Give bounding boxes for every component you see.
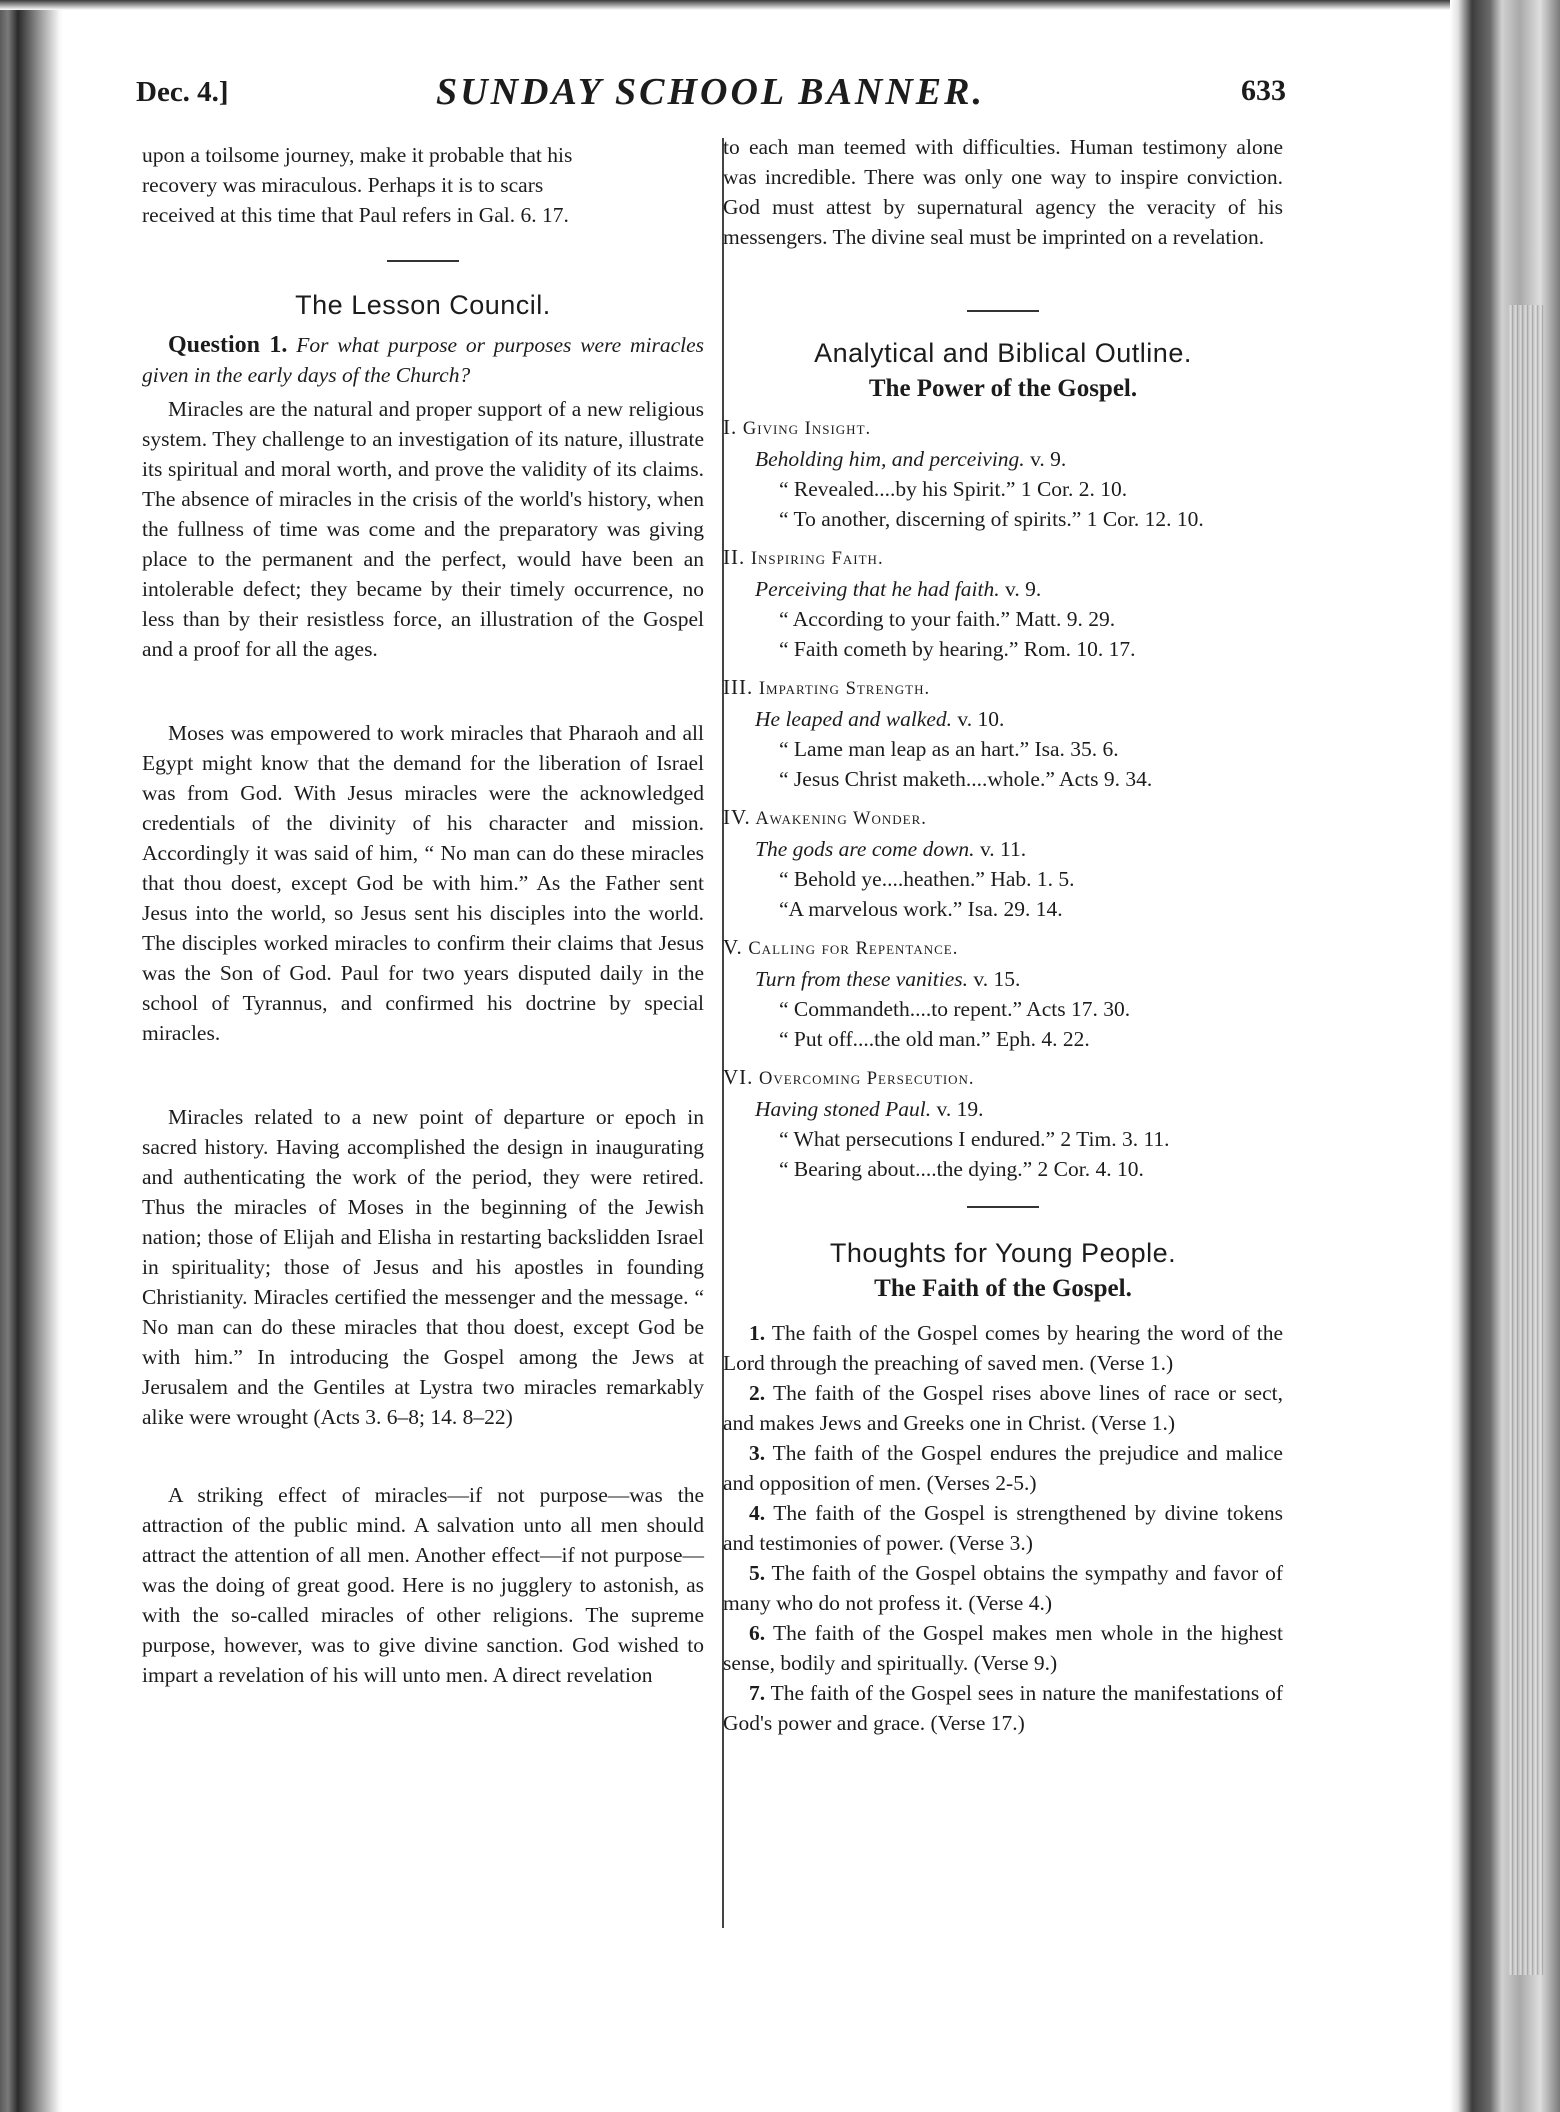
outline-item [723, 802, 1283, 924]
outline-quote: “ What persecutions I endured.” 2 Tim. 3. 11. [779, 1127, 1170, 1151]
thought-number: 6. [749, 1621, 766, 1645]
header-date: Dec. 4.] [136, 76, 229, 108]
outline-verse: v. 11. [979, 837, 1027, 861]
outline-quote: “ Faith cometh by hearing.” Rom. 10. 17. [779, 637, 1136, 661]
outline-phrase [723, 834, 1283, 864]
answer-paragraph: Moses was empowered to work miracles that Pharaoh and all Egypt might know that the demand for the liberation of Israel was from God. With Jesus miracles were the acknowledged credentials of the divinity of his character and mission. Accordingly it was said of him, “ No man can do these miracles that thou doest, except God be with him.” As the Father sent Jesus into the world, so Jesus sent his disciples into the world. The disciples worked miracles to confirm their claims that Jesus was the Son of God. Paul for two years disputed daily in the school of Tyrannus, and confirmed his doctrine by special miracles. [142, 721, 704, 1045]
thought-item [723, 1318, 1283, 1378]
thoughts-list [723, 1318, 1283, 1738]
left-column [142, 140, 704, 1690]
continuation-paragraph: to each man teemed with difficulties. Human testimony alone was incredible. There was only one way to inspire conviction. God must attest by supernatural agency the veracity of his messengers. The divine seal must be imprinted on a revelation. [723, 135, 1283, 249]
intro-line: received at this time that Paul refers in Gal. 6. 17. [142, 203, 569, 227]
outline-phrase [723, 574, 1283, 604]
outline-phrase [723, 964, 1283, 994]
thought-item [723, 1498, 1283, 1558]
outline-quote: “ Put off....the old man.” Eph. 4. 22. [779, 1027, 1090, 1051]
right-column [723, 132, 1283, 1738]
lesson-council-heading: The Lesson Council. [295, 290, 551, 320]
outline-quote: “ Lame man leap as an hart.” Isa. 35. 6. [779, 737, 1119, 761]
outline-phrase-text: Turn from these vanities. [755, 967, 969, 991]
outline-item-title [723, 802, 1283, 834]
outline-heading: Analytical and Biblical Outline. [814, 338, 1192, 368]
outline-numeral: II. [723, 545, 746, 569]
outline-phrase-text: Beholding him, and perceiving. [755, 447, 1025, 471]
outline-title-text: Awakening Wonder. [755, 809, 927, 829]
thought-text: The faith of the Gospel obtains the sympathy and favor of many who do not profess it. (Verse 4.) [723, 1561, 1283, 1615]
outline-phrase-text: The gods are come down. [755, 837, 975, 861]
thought-number: 3. [749, 1441, 766, 1465]
outline-numeral: IV. [723, 805, 751, 829]
thought-text: The faith of the Gospel comes by hearing the word of the Lord through the preaching of saved men. (Verse 1.) [723, 1321, 1283, 1375]
question-paragraph [142, 330, 704, 390]
outline-phrase-text: Having stoned Paul. [755, 1097, 932, 1121]
outline-verse: v. 9. [1004, 577, 1042, 601]
outline-list [723, 412, 1283, 1184]
answer-paragraph: Miracles related to a new point of departure or epoch in sacred history. Having accomplished the design in inaugurating and authenticating the work of the period, they were retired. Thus the miracles of Moses in the beginning of the Jewish nation; those of Elijah and Elisha in restarting backslidden Israel in spirituality; those of Jesus and his apostles in founding Christianity. Miracles certified the messenger and the message. “ No man can do these miracles that thou doest, except God be with him.” In introducing the Gospel among the Jews at Jerusalem and the Gentiles at Lystra two miracles remarkably alike were wrought (Acts 3. 6–8; 14. 8–22) [142, 1105, 704, 1429]
outline-quote: “ Jesus Christ maketh....whole.” Acts 9. 34. [779, 767, 1153, 791]
thought-item [723, 1678, 1283, 1738]
scan-binding-edge [0, 0, 62, 2112]
thoughts-heading: Thoughts for Young People. [829, 1238, 1177, 1268]
outline-item-title [723, 672, 1283, 704]
outline-verse: v. 10. [957, 707, 1005, 731]
outline-subheading: The Power of the Gospel. [868, 375, 1138, 402]
page-stack-strip [1508, 305, 1544, 1975]
question-text: For what purpose or purposes were miracles given in the early days of the Church? [142, 333, 705, 387]
intro-line: recovery was miraculous. Perhaps it is to scars [142, 173, 544, 197]
thought-number: 2. [749, 1381, 766, 1405]
outline-title-text: Imparting Strength. [758, 679, 931, 699]
scan-top-edge [0, 0, 1500, 10]
outline-quote: “ Behold ye....heathen.” Hab. 1. 5. [779, 867, 1075, 891]
answer-paragraph: Miracles are the natural and proper support of a new religious system. They challenge to an investigation of its nature, illustrate its spiritual and moral worth, and prove the validity of its claims. The absence of miracles in the crisis of the world's history, when the fullness of time was come and the preparatory was giving place to the permanent and the perfect, would have been an intolerable defect; they became by their timely occurrence, no less than by their resistless force, an illustration of the Gospel and a proof for all the ages. [142, 397, 704, 661]
outline-item [723, 932, 1283, 1054]
intro-line: upon a toilsome journey, make it probable that his [142, 143, 573, 167]
outline-item-title [723, 932, 1283, 964]
outline-phrase-text: Perceiving that he had faith. [755, 577, 1000, 601]
outline-quote: “ According to your faith.” Matt. 9. 29. [779, 607, 1116, 631]
thought-number: 7. [749, 1681, 766, 1705]
outline-title-text: Inspiring Faith. [750, 549, 884, 569]
outline-phrase [723, 444, 1283, 474]
outline-item-title [723, 1062, 1283, 1094]
thoughts-subheading: The Faith of the Gospel. [874, 1275, 1132, 1302]
page-number: 633 [1241, 74, 1286, 107]
outline-title-text: Giving Insight. [742, 419, 872, 439]
outline-verse: v. 9. [1030, 447, 1067, 471]
thought-text: The faith of the Gospel sees in nature the manifestations of God's power and grace. (Verse 17.) [723, 1681, 1283, 1735]
thought-item [723, 1438, 1283, 1498]
outline-item [723, 412, 1283, 534]
outline-numeral: VI. [723, 1065, 754, 1089]
outline-phrase [723, 704, 1283, 734]
question-label: Question 1. [168, 332, 288, 358]
outline-numeral: I. [723, 415, 738, 439]
thought-text: The faith of the Gospel endures the prejudice and malice and opposition of men. (Verses 2-5.) [723, 1441, 1283, 1495]
outline-numeral: V. [723, 935, 743, 959]
outline-item [723, 542, 1283, 664]
outline-item [723, 1062, 1283, 1184]
thought-number: 1. [749, 1321, 766, 1345]
outline-quote: “A marvelous work.” Isa. 29. 14. [779, 897, 1063, 921]
header-title: SUNDAY SCHOOL BANNER. [436, 71, 986, 113]
thought-number: 4. [749, 1501, 766, 1525]
thought-text: The faith of the Gospel makes men whole in the highest sense, bodily and spiritually. (Verse 9.) [723, 1621, 1283, 1675]
thought-item [723, 1558, 1283, 1618]
outline-verse: v. 19. [936, 1097, 984, 1121]
outline-quote: “ Revealed....by his Spirit.” 1 Cor. 2. 10. [779, 477, 1128, 501]
outline-numeral: III. [723, 675, 754, 699]
running-header [136, 71, 1286, 126]
outline-title-text: Calling for Repentance. [748, 939, 959, 959]
outline-title-text: Overcoming Persecution. [759, 1069, 975, 1089]
outline-item-title [723, 412, 1283, 444]
thought-item [723, 1618, 1283, 1678]
outline-quote: “ Bearing about....the dying.” 2 Cor. 4. 10. [779, 1157, 1144, 1181]
outline-item [723, 672, 1283, 794]
outline-phrase-text: He leaped and walked. [755, 707, 953, 731]
outline-quote: “ Commandeth....to repent.” Acts 17. 30. [779, 997, 1131, 1021]
thought-number: 5. [749, 1561, 766, 1585]
outline-verse: v. 15. [973, 967, 1021, 991]
answer-paragraph: A striking effect of miracles—if not purpose—was the attraction of the public mind. A salvation unto all men should attract the attention of all men. Another effect—if not purpose—was the doing of great good. Here is no jugglery to astonish, as with the so-called miracles of other religions. The supreme purpose, however, was to give divine sanction. God wished to impart a revelation of his will unto men. A direct revelation [142, 1483, 704, 1687]
thought-text: The faith of the Gospel is strengthened by divine tokens and testimonies of power. (Verse 3.) [723, 1501, 1283, 1555]
outline-phrase [723, 1094, 1283, 1124]
outline-quote: “ To another, discerning of spirits.” 1 Cor. 12. 10. [779, 507, 1204, 531]
outline-item-title [723, 542, 1283, 574]
thought-text: The faith of the Gospel rises above lines of race or sect, and makes Jews and Greeks one in Christ. (Verse 1.) [723, 1381, 1283, 1435]
thought-item [723, 1378, 1283, 1438]
